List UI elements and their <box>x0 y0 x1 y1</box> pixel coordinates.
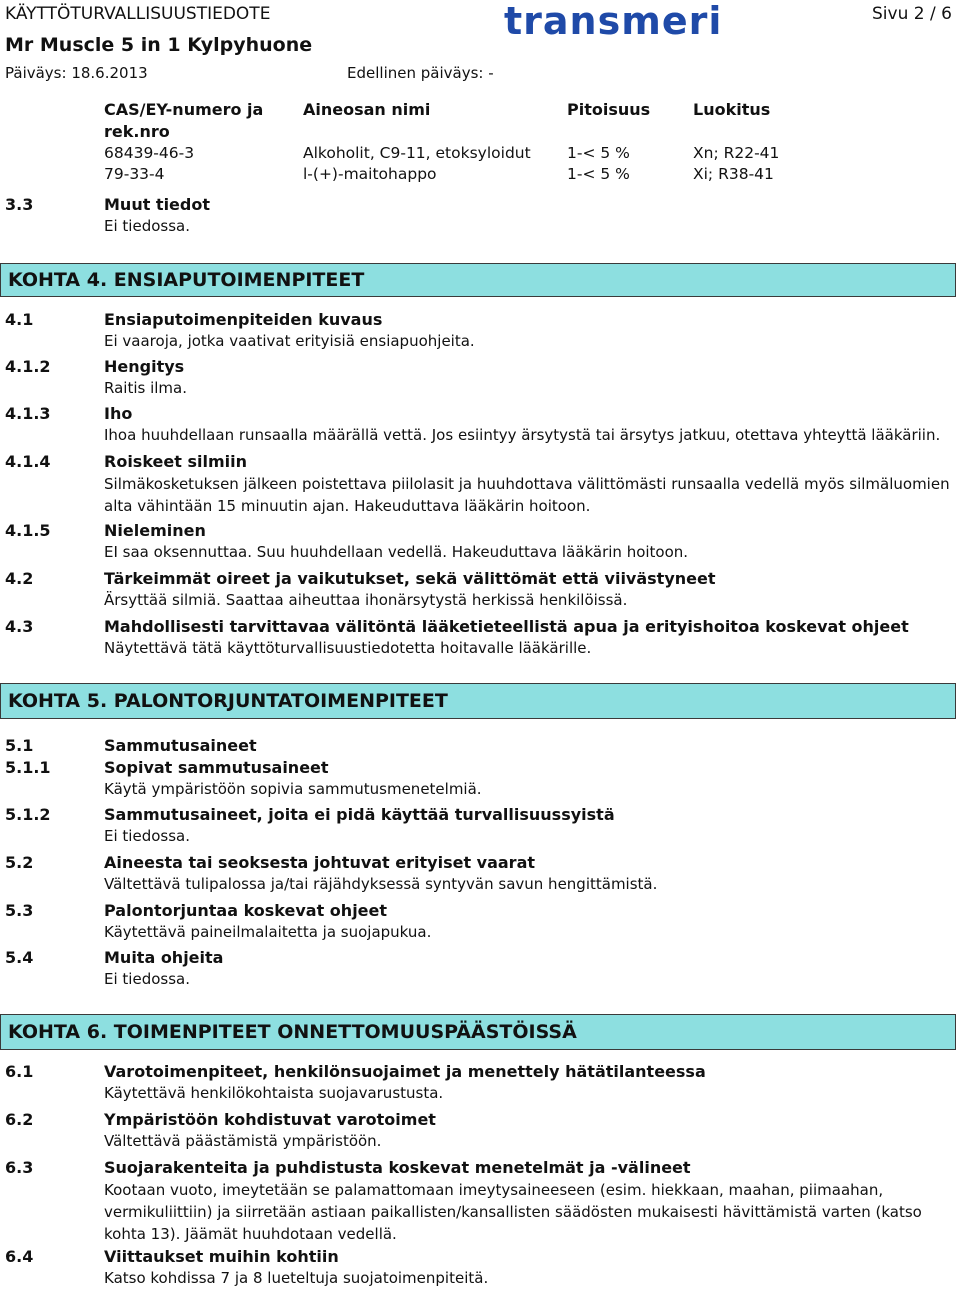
section-title: Roiskeet silmiin <box>104 452 247 471</box>
section-number: 6.1 <box>5 1062 34 1081</box>
section-text: Käytettävä henkilökohtaista suojavarustusta. <box>104 1084 444 1102</box>
section-title: Palontorjuntaa koskevat ohjeet <box>104 901 388 920</box>
section-text: Vältettävä tulipalossa ja/tai räjähdyksessä syntyvän savun hengittämistä. <box>104 875 658 893</box>
section-number: 4.1.3 <box>5 404 51 423</box>
col-header-concentration: Pitoisuus <box>567 100 651 119</box>
section-5-header: KOHTA 5. PALONTORJUNTATOIMENPITEET <box>0 683 956 719</box>
section-6-header: KOHTA 6. TOIMENPITEET ONNETTOMUUSPÄÄSTÖISSÄ <box>0 1014 956 1050</box>
section-text: Kootaan vuoto, imeytetään se palamattomaan imeytysaineeseen (esim. hiekkaan, maahan, piimaahan, vermikuliittiin) ja siirretään astiaan paikallisten/kansallisten säädösten mukaisesti hävittämistä varten (katso kohta 13). Jäämät huuhdotaan vedellä. <box>104 1181 922 1243</box>
cell-classification: Xn; R22-41 <box>693 144 780 162</box>
section-title: Nieleminen <box>104 521 206 540</box>
section-number: 5.2 <box>5 853 34 872</box>
section-title: Sopivat sammutusaineet <box>104 758 329 777</box>
section-text: Ei tiedossa. <box>104 827 190 845</box>
logo-text: transmeri <box>504 4 723 40</box>
section-number: 5.4 <box>5 948 34 967</box>
section-title: Ympäristöön kohdistuvat varotoimet <box>104 1110 436 1129</box>
product-name: Mr Muscle 5 in 1 Kylpyhuone <box>5 34 313 56</box>
issue-date: Päiväys: 18.6.2013 <box>5 64 148 82</box>
section-number: 4.1.2 <box>5 357 51 376</box>
section-number: 5.3 <box>5 901 34 920</box>
section-number: 6.3 <box>5 1158 34 1177</box>
section-text: Näytettävä tätä käyttöturvallisuustiedotetta hoitavalle lääkärille. <box>104 639 592 657</box>
section-title: Hengitys <box>104 357 185 376</box>
section-number: 4.3 <box>5 617 34 636</box>
section-number: 3.3 <box>5 195 34 214</box>
section-text: Käytä ympäristöön sopivia sammutusmenetelmiä. <box>104 780 482 798</box>
col-header-cas: CAS/EY-numero ja <box>104 100 264 119</box>
section-text: Ihoa huuhdellaan runsaalla määrällä vettä. Jos esiintyy ärsytystä tai ärsytys jatkuu, otettava yhteyttä lääkäriin. <box>104 426 941 444</box>
col-header-name: Aineosan nimi <box>303 100 431 119</box>
section-title: Ensiaputoimenpiteiden kuvaus <box>104 310 383 329</box>
previous-date: Edellinen päiväys: - <box>347 64 494 82</box>
section-text: Raitis ilma. <box>104 379 187 397</box>
section-title: Muita ohjeita <box>104 948 224 967</box>
section-title: Mahdollisesti tarvittavaa välitöntä lääketieteellistä apua ja erityishoitoa koskevat ohjeet <box>104 617 909 636</box>
cell-concentration: 1-< 5 % <box>567 165 630 183</box>
section-title: Muut tiedot <box>104 195 210 214</box>
section-number: 4.1 <box>5 310 34 329</box>
section-title: Viittaukset muihin kohtiin <box>104 1247 339 1266</box>
page-number: Sivu 2 / 6 <box>872 4 952 24</box>
section-title: Sammutusaineet <box>104 736 257 755</box>
col-header-cas-line2: rek.nro <box>104 122 170 141</box>
cell-name: Alkoholit, C9-11, etoksyloidut <box>303 144 531 162</box>
section-text: Ei tiedossa. <box>104 217 190 235</box>
section-title: Tärkeimmät oireet ja vaikutukset, sekä välittömät että viivästyneet <box>104 569 716 588</box>
section-number: 4.2 <box>5 569 34 588</box>
section-text: Silmäkosketuksen jälkeen poistettava piilolasit ja huuhdottava välittömästi runsaalla vedellä myös silmäluomien alta vähintään 15 minuutin ajan. Hakeuduttava lääkärin hoitoon. <box>104 475 950 515</box>
section-title: Iho <box>104 404 133 423</box>
section-number: 6.2 <box>5 1110 34 1129</box>
section-text: Ärsyttää silmiä. Saattaa aiheuttaa ihonärsytystä herkissä henkilöissä. <box>104 591 628 609</box>
section-text: Ei vaaroja, jotka vaativat erityisiä ensiapuohjeita. <box>104 332 475 350</box>
transmeri-logo <box>504 4 730 44</box>
section-text: EI saa oksennuttaa. Suu huuhdellaan vedellä. Hakeuduttava lääkärin hoitoon. <box>104 543 689 561</box>
section-4-header: KOHTA 4. ENSIAPUTOIMENPITEET <box>0 263 956 297</box>
section-title: Sammutusaineet, joita ei pidä käyttää turvallisuussyistä <box>104 805 615 824</box>
cell-concentration: 1-< 5 % <box>567 144 630 162</box>
section-number: 5.1.1 <box>5 758 51 777</box>
section-number: 5.1.2 <box>5 805 51 824</box>
col-header-classification: Luokitus <box>693 100 771 119</box>
section-title: Aineesta tai seoksesta johtuvat erityiset vaarat <box>104 853 536 872</box>
section-number: 6.4 <box>5 1247 34 1266</box>
document-type: KÄYTTÖTURVALLISUUSTIEDOTE <box>5 4 271 24</box>
section-number: 4.1.5 <box>5 521 51 540</box>
section-text: Katso kohdissa 7 ja 8 lueteltuja suojatoimenpiteitä. <box>104 1269 489 1287</box>
section-number: 5.1 <box>5 736 34 755</box>
cell-name: l-(+)-maitohappo <box>303 165 437 183</box>
cell-classification: Xi; R38-41 <box>693 165 774 183</box>
cell-cas: 79-33-4 <box>104 165 165 183</box>
section-title: Varotoimenpiteet, henkilönsuojaimet ja menettely hätätilanteessa <box>104 1062 706 1081</box>
section-number: 4.1.4 <box>5 452 51 471</box>
section-text: Käytettävä paineilmalaitetta ja suojapukua. <box>104 923 432 941</box>
section-title: Suojarakenteita ja puhdistusta koskevat menetelmät ja -välineet <box>104 1158 691 1177</box>
section-text: Ei tiedossa. <box>104 970 190 988</box>
cell-cas: 68439-46-3 <box>104 144 195 162</box>
section-text: Vältettävä päästämistä ympäristöön. <box>104 1132 382 1150</box>
